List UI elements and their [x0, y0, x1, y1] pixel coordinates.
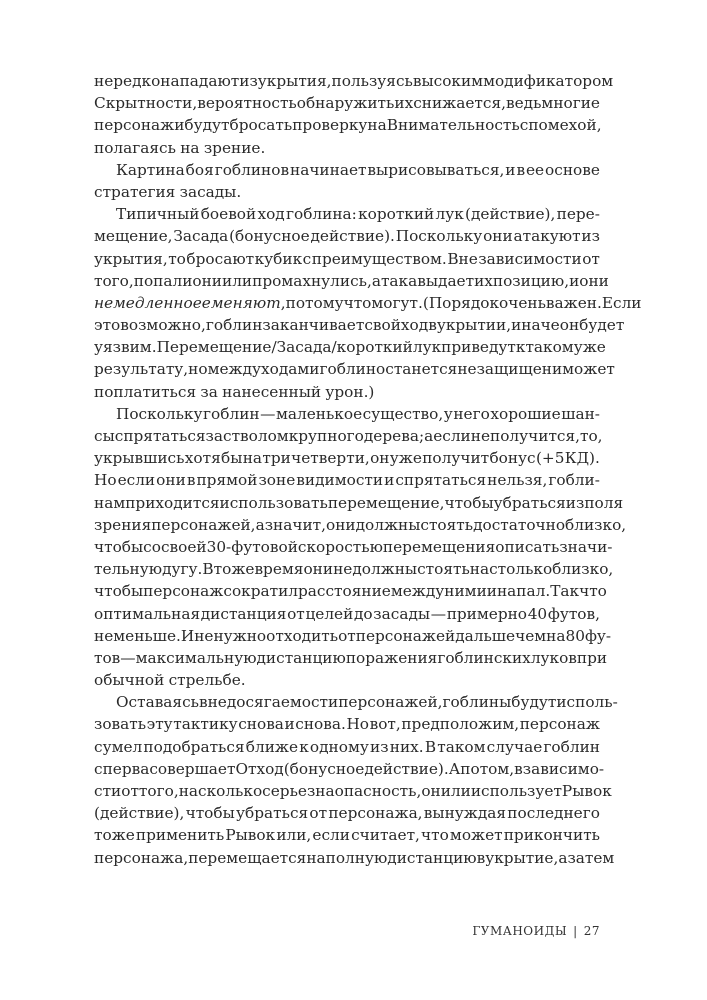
text-line: тоже применить Рывок или, если считает, что может прикончить [94, 826, 600, 845]
body-text [94, 70, 642, 869]
text-line: чтобы персонаж сократил расстояние между ними и напал. Так что [94, 582, 607, 601]
text-line: сы спрятаться за стволом крупного дерева; а если не получится, то, [94, 427, 603, 445]
text-line: Оставаясь вне досягаемости персонажей, гоблины будут исполь- [116, 693, 618, 712]
text-line: немедленно ее меняют, потому что могут. (Порядок очень важен. Если [94, 293, 642, 312]
text-line: не меньше. И не нужно отходить от персонажей дальше чем на 80 фу- [94, 626, 612, 645]
text-line: стратегия засады. [94, 182, 242, 201]
text-line: Поскольку гоблин — маленькое существо, у него хорошие шан- [116, 404, 600, 423]
text-line: тов — максимальную дистанцию поражения гоблинских луков при [94, 648, 608, 667]
paragraph [94, 159, 600, 203]
text-line: Картина боя гоблинов начинает вырисовываться, и в ее основе [116, 160, 600, 179]
text-line: чтобы со своей 30-футовой скоростью перемещения описать значи- [94, 537, 613, 556]
text-line: укрывшись хотя бы на три четверти, он уже получит бонус (+5 КД). [94, 449, 600, 468]
text-line: (действие), чтобы убраться от персонажа, вынуждая последнего [94, 804, 600, 823]
text-line: Типичный боевой ход гоблина: короткий лук (действие), пере- [116, 205, 600, 224]
page-footer [460, 924, 600, 938]
text-line: оптимальная дистанция от целей до засады — примерно 40 футов, [94, 604, 600, 623]
text-line: тельную дугу. В то же время они не должны стоять настолько близко, [94, 560, 614, 579]
text-line: обычной стрельбе. [94, 671, 246, 690]
text-line: мещение, Засада (бонусное действие). Поскольку они атакуют из [94, 227, 600, 246]
paragraph [94, 403, 627, 691]
text-line: сперва совершает Отход (бонусное действие). А потом, в зависимо- [94, 759, 605, 778]
paragraph [94, 203, 642, 403]
text-line: персонажа, перемещается на полную дистанцию в укрытие, а затем [94, 848, 615, 867]
text-line: нередко нападают из укрытия, пользуясь высоким модификатором [94, 72, 614, 90]
text-line: уязвим. Перемещение / Засада / короткий лук приведут к такому же [94, 338, 606, 357]
paragraph [94, 70, 614, 159]
text-line: Скрытности, вероятность обнаружить их снижается, ведь многие [94, 94, 600, 113]
text-line: того, попали они или промахнулись, атака выдает их позицию, и они [94, 271, 609, 290]
text-line: Но если они в прямой зоне видимости и спрятаться нельзя, гобли- [94, 471, 600, 490]
text-line: зрения персонажей, а значит, они должны стоять достаточно близко, [94, 515, 627, 534]
text-line: персонажи будут бросать проверку на Внимательность с помехой, [94, 116, 602, 135]
footer-separator: | [573, 924, 578, 938]
text-line: сти от того, насколько серьезна опасность, он или использует Рывок [94, 782, 612, 800]
text-line: нам приходится использовать перемещение, чтобы убраться из поля [94, 493, 624, 512]
text-line: укрытия, то бросают кубик с преимуществом. Вне зависимости от [94, 249, 600, 268]
running-head: ГУМАНОИДЫ [472, 924, 568, 938]
text-line: поплатиться за нанесенный урон.) [94, 382, 375, 401]
text-line: полагаясь на зрение. [94, 138, 266, 157]
text-line: сумел подобраться ближе к одному из них. В таком случае гоблин [94, 737, 600, 756]
text-line: это возможно, гоблин заканчивает свой ход в укрытии, иначе он будет [94, 316, 625, 335]
paragraph [94, 691, 618, 869]
text-line: зовать эту тактику снова и снова. Но вот, предположим, персонаж [94, 715, 600, 734]
text-line: результату, но между ходами гоблин останется незащищен и может [94, 360, 615, 379]
page-number: 27 [583, 924, 600, 938]
